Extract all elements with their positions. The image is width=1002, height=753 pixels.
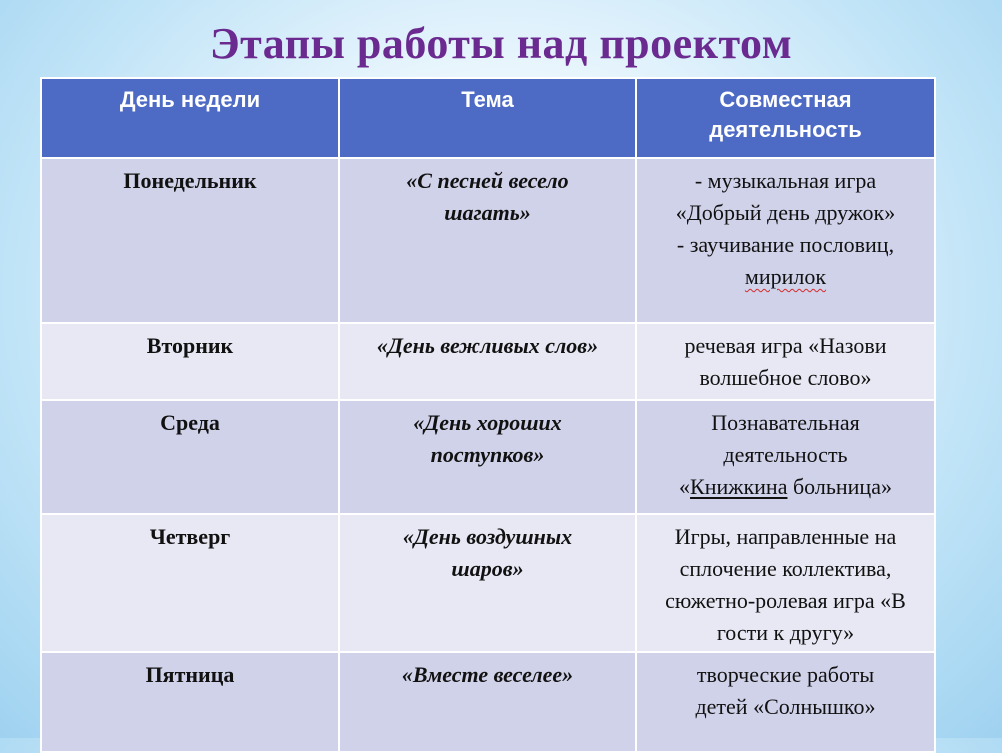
day-cell: Понедельник bbox=[41, 158, 339, 323]
day-cell: Среда bbox=[41, 400, 339, 514]
topic-cell: «Вместе веселее» bbox=[339, 652, 636, 752]
header-topic: Тема bbox=[339, 78, 636, 158]
activity-line: - музыкальная игра bbox=[694, 168, 877, 193]
activity-line: «Добрый день дружок» bbox=[675, 200, 896, 225]
project-stages-table bbox=[40, 77, 936, 753]
day-cell: Пятница bbox=[41, 652, 339, 752]
table-row bbox=[41, 400, 935, 514]
activity-line bbox=[645, 261, 926, 293]
header-day: День недели bbox=[41, 78, 339, 158]
activity-cell bbox=[636, 400, 935, 514]
table-row bbox=[41, 652, 935, 752]
activity-cell: творческие работы детей «Солнышко» bbox=[636, 652, 935, 752]
day-cell: Вторник bbox=[41, 323, 339, 400]
underlined-word: Книжкина bbox=[690, 474, 788, 499]
table-row bbox=[41, 514, 935, 652]
topic-cell: «День воздушных шаров» bbox=[339, 514, 636, 652]
table-header-row bbox=[41, 78, 935, 158]
spellcheck-word: мирилок bbox=[744, 264, 827, 289]
activity-line: - заучивание пословиц, bbox=[676, 232, 895, 257]
topic-cell: «День хороших поступков» bbox=[339, 400, 636, 514]
activity-line: «Книжкина больница» bbox=[679, 474, 892, 499]
table-row bbox=[41, 158, 935, 323]
topic-cell: «День вежливых слов» bbox=[339, 323, 636, 400]
activity-line: Познавательная деятельность bbox=[711, 410, 860, 467]
table-row bbox=[41, 323, 935, 400]
topic-cell: «С песней весело шагать» bbox=[339, 158, 636, 323]
day-cell: Четверг bbox=[41, 514, 339, 652]
activity-cell: Игры, направленные на сплочение коллектива, сюжетно-ролевая игра «В гости к другу» bbox=[636, 514, 935, 652]
activity-cell bbox=[636, 158, 935, 323]
slide-title: Этапы работы над проектом bbox=[209, 19, 793, 68]
header-activity: Совместная деятельность bbox=[636, 78, 935, 158]
activity-cell: речевая игра «Назови волшебное слово» bbox=[636, 323, 935, 400]
